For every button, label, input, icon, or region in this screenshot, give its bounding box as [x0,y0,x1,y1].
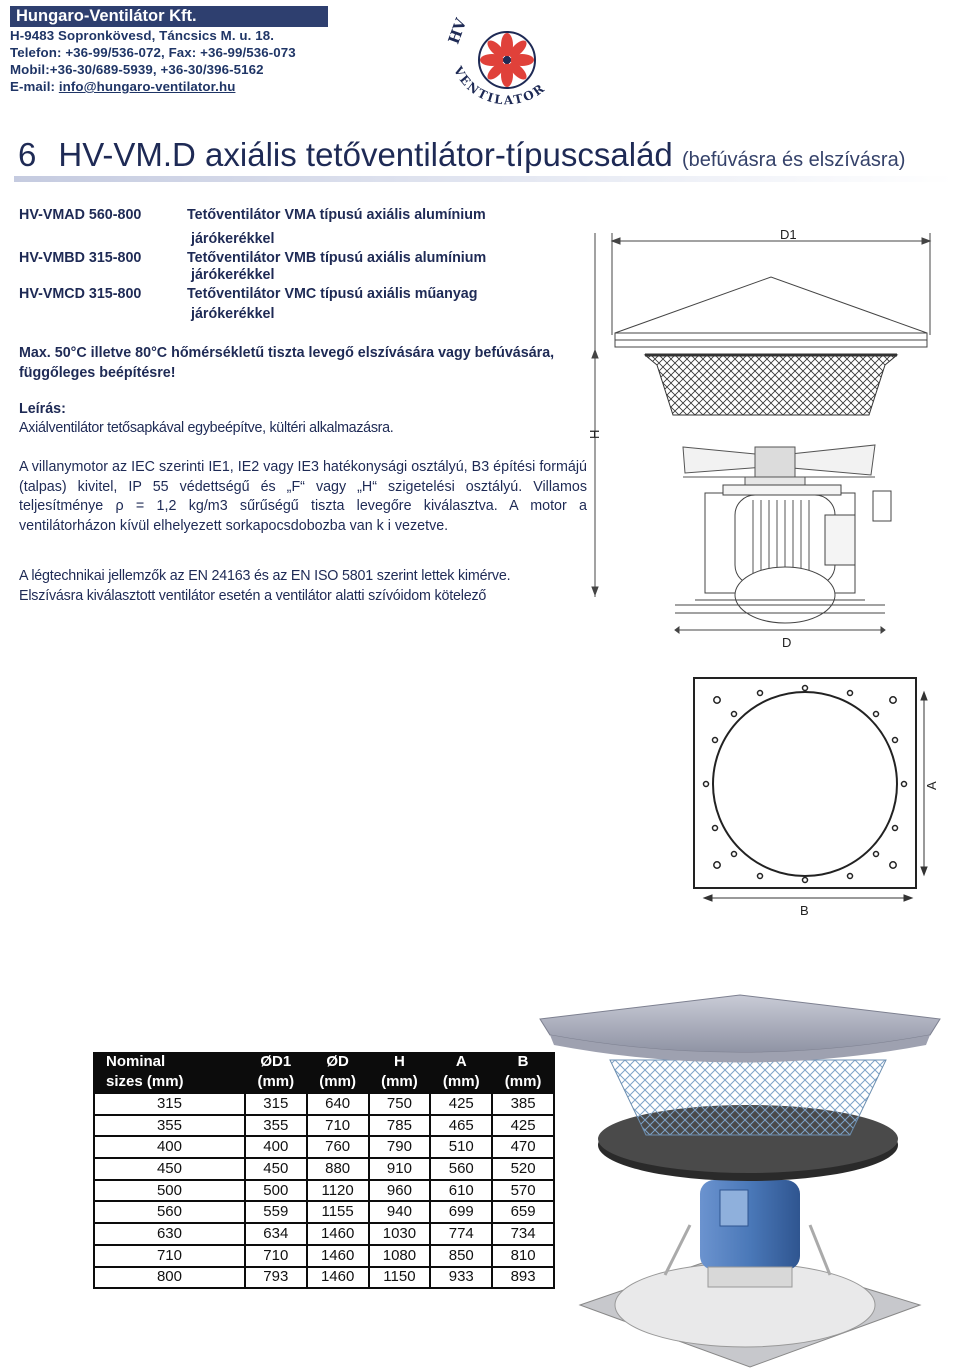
table-cell: 940 [369,1201,431,1223]
table-cell: 630 [94,1223,245,1245]
table-cell: 785 [369,1115,431,1137]
page-header [0,0,960,118]
dim-label-a: A [924,781,939,790]
table-cell: 520 [492,1158,554,1180]
table-cell: 400 [94,1136,245,1158]
table-cell: 850 [430,1245,492,1267]
title-sub: (befúvásra és elszívásra) [681,149,906,171]
table-row [94,1245,554,1267]
table-cell: 470 [492,1136,554,1158]
title-divider [14,176,954,182]
type-description: Tetőventilátor VMA típusú axiális alumínium [187,207,486,223]
table-cell: 893 [492,1267,554,1289]
table-cell: 800 [94,1267,245,1289]
table-cell: 500 [245,1180,307,1202]
table-cell: 560 [94,1201,245,1223]
header-b [492,1052,554,1093]
type-row [19,286,579,306]
table-cell: 1155 [307,1201,369,1223]
product-render-image [520,975,960,1371]
header-line: sizes (mm) [106,1073,184,1090]
motor-icon [705,485,891,623]
table-cell: 750 [369,1093,431,1115]
dimension-table [93,1052,555,1289]
table-cell: 699 [430,1201,492,1223]
table-cell: 450 [94,1158,245,1180]
chapter-number: 6 [18,136,37,173]
table-cell: 385 [492,1093,554,1115]
table-cell: 500 [94,1180,245,1202]
type-list [19,207,579,325]
table-cell: 774 [430,1223,492,1245]
type-description-cont: járókerékkel [191,306,275,322]
header-nominal [94,1052,245,1093]
table-cell: 425 [492,1115,554,1137]
standards-note: A légtechnikai jellemzők az EN 24163 és az EN ISO 5801 szerint lettek kimérve. Elszívásra kiválasztott ventilátor esetén a ventilátor alatti szívóidom kötelező [19,568,511,604]
table-cell: 790 [369,1136,431,1158]
title-main: HV-VM.D axiális tetőventilátor-típuscsalád [58,136,673,173]
table-cell: 315 [245,1093,307,1115]
table-cell: 570 [492,1180,554,1202]
dim-label-d: D [782,635,792,650]
company-logo [432,12,582,112]
table-cell: 710 [307,1115,369,1137]
table-row [94,1180,554,1202]
email-label: E-mail: [10,79,59,94]
header-a [430,1052,492,1093]
table-row [94,1093,554,1115]
dim-label-h: H [587,429,602,439]
type-row [19,207,579,231]
table-row [94,1115,554,1137]
table-row [94,1136,554,1158]
description-heading: Leírás: [19,401,66,417]
header-d1 [245,1052,307,1093]
company-name: Hungaro-Ventilátor Kft. [10,6,328,27]
type-code: HV-VMCD 315-800 [19,286,142,302]
table-cell: 880 [307,1158,369,1180]
header-line: (mm) [257,1073,295,1090]
header-line: (mm) [381,1073,418,1090]
table-cell: 710 [94,1245,245,1267]
table-cell: 465 [430,1115,492,1137]
table-row [94,1201,554,1223]
table-cell: 710 [245,1245,307,1267]
table-cell: 610 [430,1180,492,1202]
logo-text-hv: HV [444,15,471,47]
type-code: HV-VMAD 560-800 [19,207,142,223]
table-cell: 400 [245,1136,307,1158]
table-header-row [94,1052,554,1093]
table-cell: 1460 [307,1245,369,1267]
table-body [94,1093,554,1288]
impeller-icon [683,445,875,485]
company-phone-fax: Telefon: +36-99/536-072, Fax: +36-99/536-073 [10,45,296,60]
table-cell: 734 [492,1223,554,1245]
description-text: Axiálventilátor tetősapkával egybeépítve, kültéri alkalmazásra. [19,420,394,436]
logo-text-ventilator: VENTILATOR [450,64,549,108]
table-cell: 1030 [369,1223,431,1245]
table-cell: 1460 [307,1267,369,1289]
table-cell: 634 [245,1223,307,1245]
header-line: (mm) [319,1073,356,1090]
table-cell: 1150 [369,1267,431,1289]
max-temperature-note: Max. 50°C illetve 80°C hőmérsékletű tiszta levegő elszívására vagy befúvására, függőleges beépítésre! [19,345,555,381]
table-cell: 425 [430,1093,492,1115]
header-line: ØD [326,1053,349,1070]
side-section-drawing [575,215,945,655]
type-code: HV-VMBD 315-800 [19,250,142,266]
table-cell: 1460 [307,1223,369,1245]
table-cell: 640 [307,1093,369,1115]
table-cell: 659 [492,1201,554,1223]
type-description: Tetőventilátor VMC típusú axiális műanyag [187,286,478,302]
dim-label-d1: D1 [780,227,797,242]
header-line: (mm) [442,1073,480,1090]
table-cell: 450 [245,1158,307,1180]
table-row [94,1267,554,1289]
header-line: B [517,1053,529,1070]
motor-description: A villanymotor az IEC szerinti IE1, IE2 vagy IE3 hatékonysági osztályú, B3 építési formájú (talpas) kivitel, IP 55 védettségű és „F“ vagy „H“ szigetelési osztályú. Villamos teljesítménye ρ = 1,2 kg/m3 sűrűségű tiszta levegőre kiválasztva. A motor a ventilátorházon kívül elhelyezett sorkapocsdobozba van k i vezetve. [19,459,587,534]
table-cell: 793 [245,1267,307,1289]
table-cell: 510 [430,1136,492,1158]
flange-top-view [660,670,950,930]
type-description-cont: járókerékkel [191,231,275,247]
table-cell: 1080 [369,1245,431,1267]
header-line: H [394,1053,405,1070]
table-cell: 910 [369,1158,431,1180]
table-cell: 559 [245,1201,307,1223]
header-d [307,1052,369,1093]
dim-label-b: B [800,903,809,918]
type-row-continuation [19,306,579,325]
type-row [19,250,579,267]
type-description-cont: járókerékkel [191,267,275,283]
company-email-line [10,78,355,95]
table-cell: 315 [94,1093,245,1115]
header-line: Nominal [106,1053,166,1070]
type-description: Tetőventilátor VMB típusú axiális alumínium [187,250,487,266]
type-row-continuation [19,267,579,286]
table-cell: 960 [369,1180,431,1202]
page-title [18,136,905,174]
table-cell: 1120 [307,1180,369,1202]
table-cell: 933 [430,1267,492,1289]
type-row-continuation [19,231,579,250]
table-row [94,1158,554,1180]
table-cell: 355 [245,1115,307,1137]
table-cell: 810 [492,1245,554,1267]
table-cell: 760 [307,1136,369,1158]
company-address: H-9483 Sopronkövesd, Táncsics M. u. 18. [10,28,275,43]
header-h [369,1052,431,1093]
email-link[interactable]: info@hungaro-ventilator.hu [58,79,236,94]
table-cell: 560 [430,1158,492,1180]
company-block [10,6,355,95]
header-line: (mm) [504,1073,542,1090]
header-line: ØD1 [260,1053,292,1070]
table-cell: 355 [94,1115,245,1137]
table-row [94,1223,554,1245]
header-line: A [455,1053,467,1070]
company-mobile: Mobil:+36-30/689-5939, +36-30/396-5162 [10,62,264,77]
